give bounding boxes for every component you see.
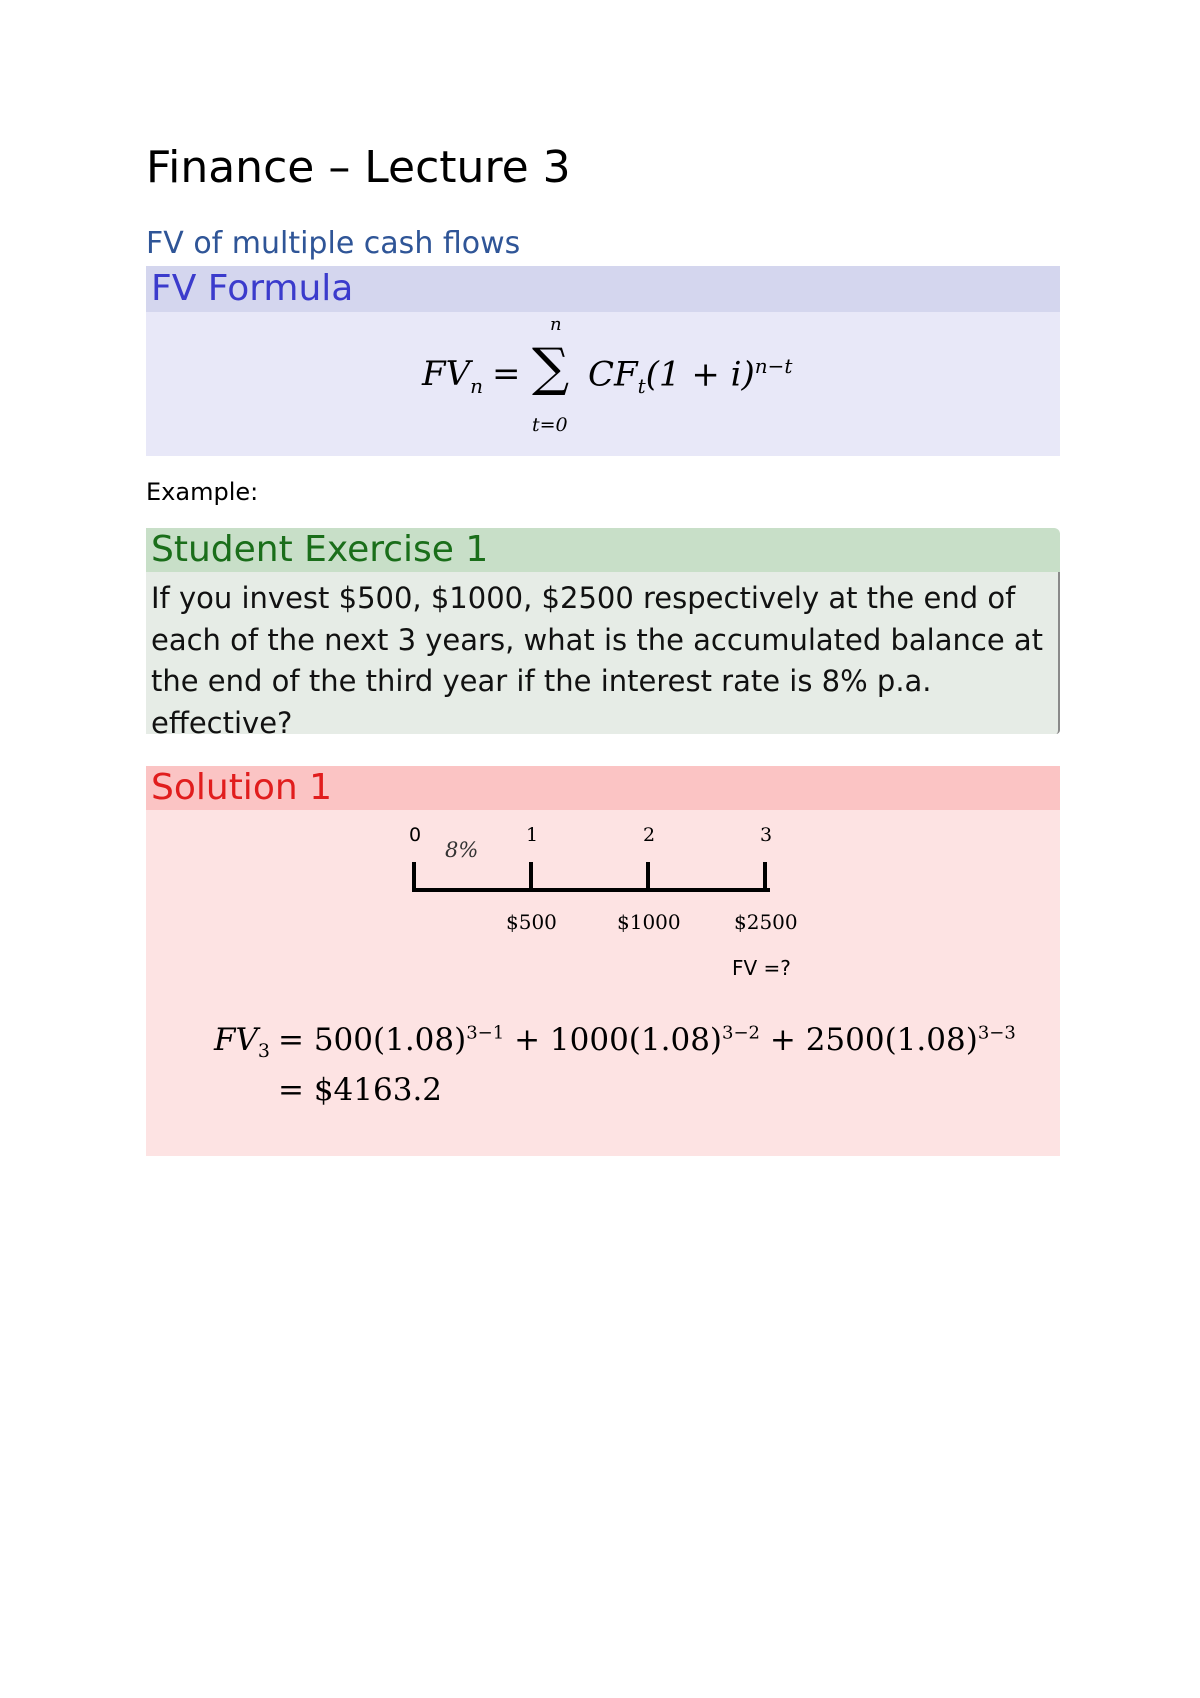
solution-box-heading: Solution 1: [146, 766, 1060, 810]
exercise-box: [146, 528, 1060, 740]
equation-result: = $4163.2: [278, 1072, 443, 1108]
cash-flow-year-1: $500: [506, 910, 557, 934]
formula-equals: =: [492, 354, 521, 394]
fv-unknown-label: FV =?: [732, 956, 791, 980]
sum-upper-limit: n: [550, 314, 562, 335]
section-subtitle: FV of multiple cash flows: [146, 226, 521, 261]
formula-box-heading: FV Formula: [146, 266, 1060, 312]
exercise-box-heading: Student Exercise 1: [146, 528, 1060, 572]
example-label: Example:: [146, 478, 259, 506]
solution-box: [146, 766, 1060, 1156]
timeline-rate: 8%: [445, 838, 479, 862]
timeline-period-2: 2: [643, 824, 656, 846]
exercise-box-text: If you invest $500, $1000, $2500 respectively at the end of each of the next 3 years, what is the accumulated balance at the end of the third year if the interest rate is 8% p.a. effective?: [146, 572, 1060, 734]
fv-formula: [146, 312, 1060, 456]
formula-term: $CF_t(1 + i)^{n-t}$: [588, 354, 793, 399]
formula-box: [146, 266, 1060, 456]
cash-flow-year-2: $1000: [617, 910, 681, 934]
cash-flow-year-3: $2500: [734, 910, 798, 934]
timeline-period-3: 3: [760, 824, 773, 846]
timeline-axis: [146, 810, 1060, 910]
equation-line-1: = $500(1.08)^{3-1} + 1000(1.08)^{3-2} + 2500(1.08)^{3-3}$: [278, 1022, 1016, 1058]
cash-flow-timeline: [146, 810, 1060, 980]
formula-box-body: [146, 312, 1060, 456]
sum-symbol: ∑: [532, 338, 570, 398]
page-title: Finance – Lecture 3: [146, 142, 571, 193]
timeline-period-1: 1: [526, 824, 539, 846]
solution-box-body: [146, 810, 1060, 1156]
solution-equation: [146, 1010, 1060, 1150]
formula-lhs: $FV_n$: [422, 354, 484, 398]
sum-lower-limit: t=0: [532, 414, 568, 436]
timeline-period-0: 0: [409, 824, 422, 846]
equation-lhs: $FV_3$: [214, 1022, 270, 1063]
